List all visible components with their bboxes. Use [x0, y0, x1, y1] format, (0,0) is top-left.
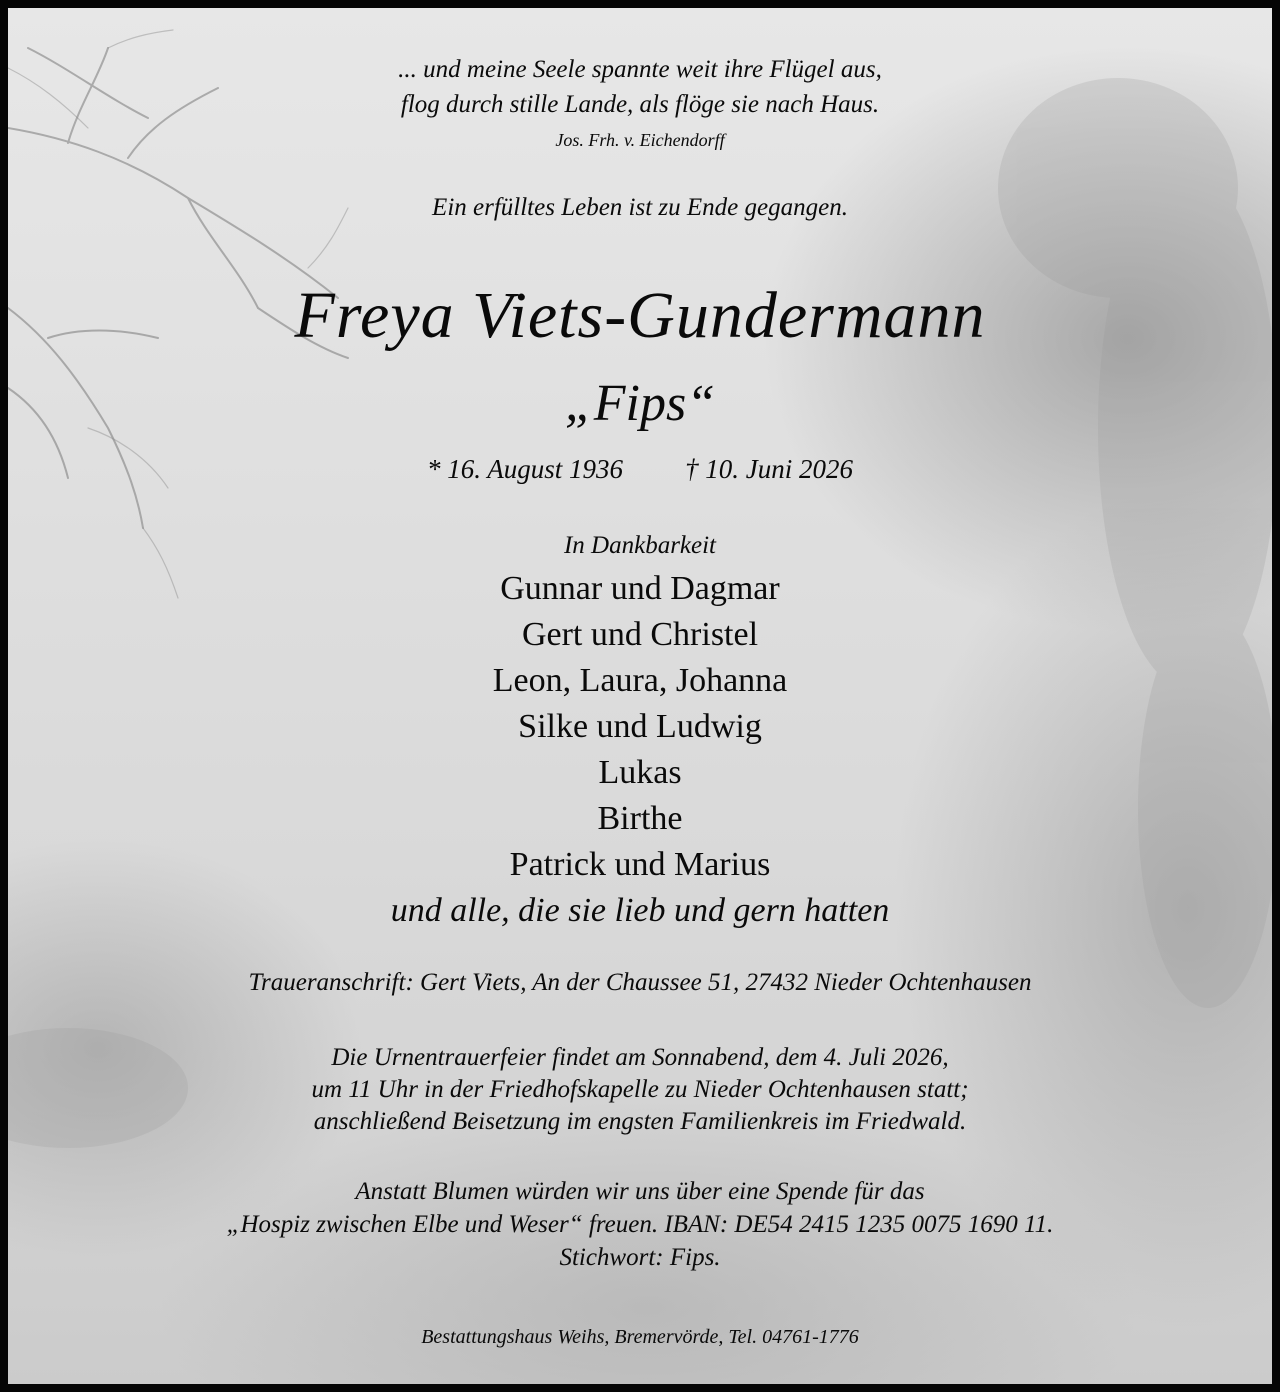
- death-date: † 10. Juni 2026: [685, 454, 853, 484]
- quote-author: Jos. Frh. v. Eichendorff: [555, 130, 725, 150]
- mourner-name: Gunnar und Dagmar: [500, 570, 780, 607]
- mourner-name: Patrick und Marius: [509, 846, 771, 883]
- mourner-name: Birthe: [597, 800, 683, 837]
- ceremony-line: Die Urnentrauerfeier findet am Sonnabend, dem 4. Juli 2026,: [331, 1044, 949, 1071]
- funeral-home: Bestattungshaus Weihs, Bremervörde, Tel. 04761-1776: [421, 1326, 859, 1348]
- quote-line: ... und meine Seele spannte weit ihre Flügel aus,: [398, 56, 882, 83]
- birth-date: * 16. August 1936: [426, 454, 623, 484]
- deceased-nickname: „Fips“: [564, 375, 716, 432]
- mourner-name: Silke und Ludwig: [518, 708, 762, 745]
- ceremony-line: um 11 Uhr in der Friedhofskapelle zu Nieder Ochtenhausen statt;: [311, 1076, 969, 1103]
- mourning-address: Traueranschrift: Gert Viets, An der Chaussee 51, 27432 Nieder Ochtenhausen: [248, 969, 1032, 996]
- mourner-name: Lukas: [598, 754, 682, 791]
- donation-line: Stichwort: Fips.: [559, 1244, 721, 1271]
- ceremony-line: anschließend Beisetzung im engsten Familienkreis im Friedwald.: [313, 1108, 967, 1135]
- lead-sentence: Ein erfülltes Leben ist zu Ende gegangen.: [432, 194, 848, 221]
- life-dates: [8, 454, 1272, 485]
- donation-line: „Hospiz zwischen Elbe und Weser“ freuen. IBAN: DE54 2415 1235 0075 1690 11.: [226, 1211, 1054, 1238]
- deceased-name: Freya Viets-Gundermann: [294, 279, 986, 352]
- donation-line: Anstatt Blumen würden wir uns über eine Spende für das: [355, 1178, 925, 1205]
- mourner-name: Gert und Christel: [521, 616, 759, 653]
- notice-text: [8, 8, 1272, 1384]
- mourner-name: Leon, Laura, Johanna: [492, 662, 788, 699]
- mourners-closing: und alle, die sie lieb und gern hatten: [390, 892, 890, 929]
- quote-line: flog durch stille Lande, als flöge sie nach Haus.: [400, 91, 880, 118]
- mourners-intro: In Dankbarkeit: [563, 532, 717, 559]
